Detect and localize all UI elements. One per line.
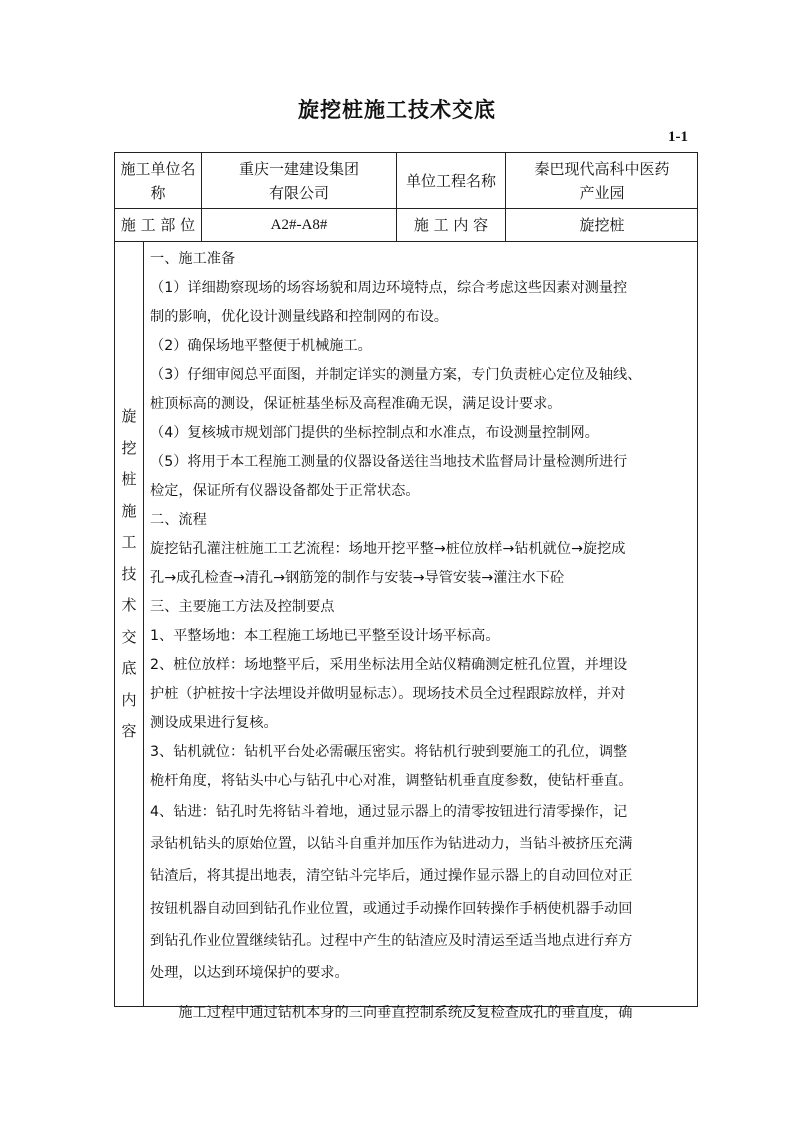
body-line: 孔→成孔检查→清孔→钢筋笼的制作与安装→导管安装→灌注水下砼 — [150, 570, 565, 586]
body-line: 到钻孔作业位置继续钻孔。过程中产生的钻渣应及时清运至适当地点进行弃方 — [150, 932, 633, 949]
body-line: 4、钻进：钻孔时先将钻斗着地，通过显示器上的清零按钮进行清零操作，记 — [150, 804, 628, 820]
body-line: 桅杆角度，将钻头中心与钻孔中心对准，调整钻机垂直度参数，使钻杆垂直。 — [150, 773, 633, 789]
body-line: （2）确保场地平整便于机械施工。 — [150, 338, 372, 354]
body-line: 2、桩位放样：场地整平后，采用坐标法用全站仪精确测定桩孔位置，并埋设 — [150, 657, 628, 673]
project-name-value — [506, 153, 698, 208]
content-value: 旋挖桩 — [579, 216, 625, 234]
body-line: （1）详细勘察现场的场容场貌和周边环境特点，综合考虑这些因素对测量控 — [150, 280, 628, 296]
project-name-value-line1: 秦巴现代高科中医药 — [534, 159, 670, 178]
side-label-char: 内 — [121, 690, 137, 709]
row-divider — [115, 241, 697, 242]
construction-unit-value-line1: 重庆一建建设集团 — [238, 159, 359, 178]
body-line: 处理，以达到环境保护的要求。 — [150, 964, 349, 981]
document-title: 旋挖桩施工技术交底 — [298, 97, 496, 122]
body-line: （5）将用于本工程施工测量的仪器设备送往当地技术监督局计量检测所进行 — [150, 454, 628, 470]
body-line: 旋挖钻孔灌注桩施工工艺流程：场地开挖平整→桩位放样→钻机就位→旋挖成 — [150, 541, 626, 557]
page-number: 1-1 — [668, 129, 688, 145]
content-label: 施 工 内 容 — [413, 216, 489, 234]
disclosure-table — [114, 152, 698, 1022]
location-value: A2#-A8# — [270, 217, 328, 233]
body-line: 检定，保证所有仪器设备都处于正常状态。 — [150, 483, 420, 499]
project-name-label: 单位工程名称 — [405, 171, 496, 190]
side-label-char: 挖 — [121, 438, 137, 457]
project-name-value-line2: 产业园 — [579, 183, 625, 202]
side-label — [115, 243, 143, 1006]
side-label-char: 交 — [121, 627, 137, 646]
body-line: 护桩（护桩按十字法埋设并做明显标志）。现场技术员全过程跟踪放样，并对 — [150, 686, 626, 702]
location-label: 施 工 部 位 — [120, 216, 196, 234]
body-line: 录钻机钻头的原始位置，以钻斗自重并加压作为钻进动力，当钻斗被挤压充满 — [150, 836, 633, 853]
side-label-char: 技 — [121, 564, 137, 583]
blank-line — [150, 989, 694, 999]
body-line: 钻渣后，将其提出地表，清空钻斗完毕后，通过操作显示器上的自动回位对正 — [150, 868, 633, 885]
side-label-char: 桩 — [121, 470, 137, 488]
body-line: 按钮机器自动回到钻孔作业位置，或通过手动操作回转操作手柄使机器手动回 — [150, 900, 633, 917]
construction-unit-label: 施工单位名称 — [120, 159, 196, 202]
body-line: 测设成果进行复核。 — [150, 715, 278, 731]
section-heading: 三、主要施工方法及控制要点 — [150, 599, 335, 615]
section-heading: 一、施工准备 — [150, 251, 236, 267]
construction-unit-value-line2: 有限公司 — [268, 183, 329, 202]
body-line: 3、钻机就位：钻机平台处必需碾压密实。将钻机行驶到要施工的孔位，调整 — [150, 744, 628, 760]
section-heading: 二、流程 — [150, 512, 207, 528]
side-label-char: 术 — [121, 596, 137, 614]
disclosure-content — [150, 245, 694, 1022]
body-line: 制的影响，优化设计测量线路和控制网的布设。 — [150, 309, 448, 325]
body-line: 施工过程中通过钻机本身的三向垂直控制系统反复检查成孔的垂直度，确 — [150, 1005, 633, 1022]
body-line: 1、平整场地：本工程施工场地已平整至设计场平标高。 — [150, 628, 500, 644]
side-label-char: 容 — [121, 722, 137, 740]
body-line: （4）复核城市规划部门提供的坐标控制点和水准点，布设测量控制网。 — [150, 425, 599, 441]
construction-unit-value — [202, 153, 396, 208]
body-line: 桩顶标高的测设，保证桩基坐标及高程准确无误，满足设计要求。 — [150, 396, 562, 412]
side-label-char: 旋 — [121, 407, 137, 425]
side-label-char: 施 — [121, 501, 137, 520]
body-line: （3）仔细审阅总平面图，并制定详实的测量方案，专门负责桩心定位及轴线、 — [150, 367, 642, 383]
side-label-char: 底 — [121, 659, 137, 677]
col-divider — [143, 241, 144, 1006]
side-label-char: 工 — [121, 533, 137, 551]
